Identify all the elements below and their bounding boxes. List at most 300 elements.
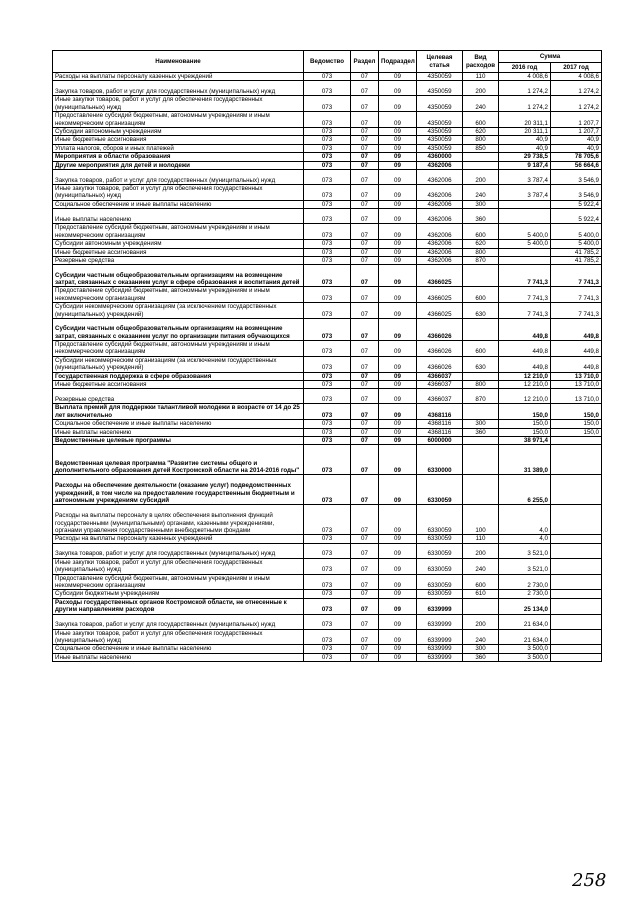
cell-y2017: 5 922,4 <box>551 209 602 224</box>
cell-name: Мероприятия в области образования <box>53 153 304 161</box>
table-row <box>53 265 602 287</box>
cell-y2016: 7 741,3 <box>499 287 551 303</box>
cell-kind: 110 <box>463 535 499 543</box>
cell-y2017: 40,9 <box>551 136 602 144</box>
cell-dept: 073 <box>304 543 351 558</box>
cell-kind: 620 <box>463 240 499 248</box>
cell-kind <box>463 265 499 287</box>
cell-section: 07 <box>351 505 379 535</box>
cell-section: 07 <box>351 128 379 136</box>
cell-name: Предоставление субсидий бюджетным, автономным учреждениям и иным некоммерческим организациям <box>53 224 304 240</box>
cell-dept: 073 <box>304 209 351 224</box>
table-row <box>53 153 602 161</box>
cell-name: Ведомственная целевая программа "Развитие системы общего и дополнительного образования детей Костромской области на 2014-2016 годы" <box>53 445 304 475</box>
cell-dept: 073 <box>304 73 351 81</box>
cell-target: 6339999 <box>417 653 463 661</box>
cell-dept: 073 <box>304 590 351 598</box>
cell-y2016: 449,8 <box>499 318 551 340</box>
cell-dept: 073 <box>304 161 351 169</box>
cell-kind: 600 <box>463 574 499 590</box>
table-row <box>53 73 602 81</box>
cell-sub: 09 <box>379 614 417 629</box>
cell-name: Социальное обеспечение и иные выплаты населению <box>53 645 304 653</box>
cell-section: 07 <box>351 73 379 81</box>
cell-kind: 800 <box>463 380 499 388</box>
cell-y2017: 78 705,6 <box>551 153 602 161</box>
cell-target: 6330059 <box>417 505 463 535</box>
cell-dept: 073 <box>304 380 351 388</box>
cell-sub: 09 <box>379 153 417 161</box>
cell-dept: 073 <box>304 629 351 645</box>
cell-y2016: 1 274,2 <box>499 81 551 96</box>
cell-y2017: 56 664,6 <box>551 161 602 169</box>
cell-y2016: 150,0 <box>499 404 551 420</box>
cell-y2016: 449,8 <box>499 340 551 356</box>
cell-dept: 073 <box>304 598 351 614</box>
cell-kind <box>463 318 499 340</box>
cell-kind: 630 <box>463 303 499 319</box>
cell-y2017: 7 741,3 <box>551 265 602 287</box>
cell-kind: 870 <box>463 256 499 264</box>
cell-y2016: 5 400,0 <box>499 240 551 248</box>
cell-target: 4350059 <box>417 128 463 136</box>
budget-table <box>52 50 602 662</box>
cell-target: 4366025 <box>417 265 463 287</box>
cell-y2017 <box>551 445 602 475</box>
cell-dept: 073 <box>304 112 351 128</box>
cell-section: 07 <box>351 136 379 144</box>
table-row <box>53 318 602 340</box>
cell-kind: 200 <box>463 543 499 558</box>
cell-y2017: 449,8 <box>551 356 602 372</box>
cell-y2016: 29 738,5 <box>499 153 551 161</box>
cell-section: 07 <box>351 81 379 96</box>
table-row <box>53 200 602 208</box>
cell-y2016: 2 730,0 <box>499 590 551 598</box>
cell-section: 07 <box>351 185 379 201</box>
cell-y2016: 7 741,3 <box>499 303 551 319</box>
cell-kind: 800 <box>463 248 499 256</box>
cell-y2017: 41 785,2 <box>551 248 602 256</box>
cell-y2016: 3 787,4 <box>499 185 551 201</box>
cell-name: Закупка товаров, работ и услуг для государственных (муниципальных) нужд <box>53 614 304 629</box>
table-row <box>53 629 602 645</box>
cell-kind: 200 <box>463 614 499 629</box>
cell-y2017: 7 741,3 <box>551 287 602 303</box>
cell-y2016: 12 210,0 <box>499 389 551 404</box>
cell-sub: 09 <box>379 248 417 256</box>
cell-section: 07 <box>351 475 379 505</box>
cell-kind: 240 <box>463 629 499 645</box>
cell-dept: 073 <box>304 428 351 436</box>
cell-sub: 09 <box>379 81 417 96</box>
cell-target: 6330059 <box>417 535 463 543</box>
cell-y2017 <box>551 558 602 574</box>
cell-y2016 <box>499 200 551 208</box>
cell-kind: 600 <box>463 224 499 240</box>
cell-section: 07 <box>351 389 379 404</box>
cell-sub: 09 <box>379 535 417 543</box>
cell-name: Уплата налогов, сборов и иных платежей <box>53 144 304 152</box>
cell-dept: 073 <box>304 248 351 256</box>
cell-section: 07 <box>351 224 379 240</box>
cell-name: Другие мероприятия для детей и молодежи <box>53 161 304 169</box>
cell-target: 6330059 <box>417 558 463 574</box>
cell-name: Государственная поддержка в сфере образования <box>53 372 304 380</box>
cell-y2017 <box>551 543 602 558</box>
cell-sub: 09 <box>379 645 417 653</box>
cell-name: Расходы на выплаты персоналу в целях обеспечения выполнения функций государственными (муниципальными) органами, казенными учреждениями, органами управления государственными внебюджетными фондами <box>53 505 304 535</box>
cell-section: 07 <box>351 558 379 574</box>
cell-target: 4368116 <box>417 428 463 436</box>
cell-name: Расходы на обеспечение деятельности (оказание услуг) подведомственных учреждений, в том числе на предоставление государственным бюджетным и автономным учреждениям субсидий <box>53 475 304 505</box>
cell-dept: 073 <box>304 265 351 287</box>
cell-kind: 360 <box>463 653 499 661</box>
cell-sub: 09 <box>379 185 417 201</box>
cell-y2017: 5 400,0 <box>551 240 602 248</box>
cell-kind <box>463 437 499 445</box>
table-row <box>53 558 602 574</box>
cell-kind: 870 <box>463 389 499 404</box>
table-row <box>53 505 602 535</box>
cell-y2017: 3 546,9 <box>551 185 602 201</box>
cell-y2017: 4 008,6 <box>551 73 602 81</box>
table-row <box>53 256 602 264</box>
cell-dept: 073 <box>304 144 351 152</box>
cell-sub: 09 <box>379 170 417 185</box>
cell-target: 4362006 <box>417 185 463 201</box>
cell-name: Субсидии некоммерческим организациям (за исключением государственных (муниципальных) учреждений) <box>53 303 304 319</box>
cell-section: 07 <box>351 240 379 248</box>
cell-dept: 073 <box>304 240 351 248</box>
table-row <box>53 590 602 598</box>
cell-dept: 073 <box>304 356 351 372</box>
cell-name: Субсидии частным общеобразовательным организациям на возмещение затрат, связанных с оказанием услуг по организации питания обучающихся <box>53 318 304 340</box>
cell-sub: 09 <box>379 209 417 224</box>
cell-section: 07 <box>351 404 379 420</box>
cell-y2017: 1 274,2 <box>551 81 602 96</box>
cell-target: 6330000 <box>417 445 463 475</box>
cell-target: 4362006 <box>417 200 463 208</box>
cell-section: 07 <box>351 303 379 319</box>
cell-y2017: 150,0 <box>551 428 602 436</box>
table-row <box>53 96 602 112</box>
table-header <box>53 51 602 73</box>
cell-target: 6339999 <box>417 629 463 645</box>
cell-y2016: 21 634,0 <box>499 614 551 629</box>
cell-dept: 073 <box>304 256 351 264</box>
cell-dept: 073 <box>304 372 351 380</box>
cell-dept: 073 <box>304 558 351 574</box>
cell-section: 07 <box>351 209 379 224</box>
cell-target: 4366037 <box>417 389 463 404</box>
table-row <box>53 372 602 380</box>
cell-y2017: 1 207,7 <box>551 128 602 136</box>
table-row <box>53 136 602 144</box>
cell-y2017 <box>551 437 602 445</box>
cell-dept: 073 <box>304 535 351 543</box>
cell-target: 4362006 <box>417 224 463 240</box>
cell-section: 07 <box>351 153 379 161</box>
cell-sub: 09 <box>379 629 417 645</box>
table-row <box>53 598 602 614</box>
cell-target: 4350059 <box>417 96 463 112</box>
cell-name: Иные закупки товаров, работ и услуг для обеспечения государственных (муниципальных) нужд <box>53 185 304 201</box>
cell-y2016: 3 521,0 <box>499 543 551 558</box>
cell-dept: 073 <box>304 505 351 535</box>
cell-section: 07 <box>351 340 379 356</box>
cell-sub: 09 <box>379 200 417 208</box>
cell-name: Субсидии частным общеобразовательным организациям на возмещение затрат, связанных с оказанием услуг в сфере образования и воспитания детей <box>53 265 304 287</box>
cell-y2017: 13 710,0 <box>551 372 602 380</box>
cell-kind <box>463 598 499 614</box>
cell-dept: 073 <box>304 128 351 136</box>
cell-name: Иные выплаты населению <box>53 209 304 224</box>
cell-dept: 073 <box>304 437 351 445</box>
cell-section: 07 <box>351 356 379 372</box>
table-row <box>53 535 602 543</box>
cell-sub: 09 <box>379 224 417 240</box>
cell-target: 4362006 <box>417 170 463 185</box>
cell-dept: 073 <box>304 404 351 420</box>
header-2017: 2017 год <box>551 63 602 73</box>
cell-target: 4368116 <box>417 420 463 428</box>
cell-dept: 073 <box>304 475 351 505</box>
cell-name: Иные бюджетные ассигнования <box>53 380 304 388</box>
cell-sub: 09 <box>379 144 417 152</box>
cell-dept: 073 <box>304 96 351 112</box>
cell-target: 4350059 <box>417 112 463 128</box>
cell-section: 07 <box>351 144 379 152</box>
cell-target: 4350059 <box>417 136 463 144</box>
cell-sub: 09 <box>379 128 417 136</box>
cell-section: 07 <box>351 535 379 543</box>
table-row <box>53 112 602 128</box>
table-row <box>53 287 602 303</box>
cell-target: 6339999 <box>417 598 463 614</box>
cell-dept: 073 <box>304 318 351 340</box>
cell-y2016 <box>499 248 551 256</box>
cell-target: 4366026 <box>417 318 463 340</box>
cell-kind: 620 <box>463 128 499 136</box>
cell-kind <box>463 475 499 505</box>
cell-y2017 <box>551 505 602 535</box>
table-row <box>53 209 602 224</box>
cell-y2017: 449,8 <box>551 340 602 356</box>
cell-y2017 <box>551 475 602 505</box>
header-target: Целевая статья <box>417 51 463 73</box>
table-row <box>53 303 602 319</box>
cell-y2017 <box>551 629 602 645</box>
cell-kind: 300 <box>463 420 499 428</box>
cell-kind: 630 <box>463 356 499 372</box>
cell-y2017: 1 274,2 <box>551 96 602 112</box>
cell-y2017: 3 546,9 <box>551 170 602 185</box>
cell-y2016: 3 521,0 <box>499 558 551 574</box>
cell-section: 07 <box>351 372 379 380</box>
table-row <box>53 356 602 372</box>
cell-name: Предоставление субсидий бюджетным, автономным учреждениям и иным некоммерческим организациям <box>53 112 304 128</box>
cell-y2017: 13 710,0 <box>551 380 602 388</box>
cell-name: Субсидии бюджетным учреждениям <box>53 590 304 598</box>
cell-y2016: 2 730,0 <box>499 574 551 590</box>
cell-sub: 09 <box>379 340 417 356</box>
cell-target: 4350059 <box>417 81 463 96</box>
cell-target: 6339999 <box>417 645 463 653</box>
cell-sub: 09 <box>379 389 417 404</box>
table-row <box>53 653 602 661</box>
cell-sub: 09 <box>379 420 417 428</box>
cell-kind: 600 <box>463 340 499 356</box>
cell-target: 4350059 <box>417 144 463 152</box>
cell-sub: 09 <box>379 543 417 558</box>
cell-sub: 09 <box>379 590 417 598</box>
cell-y2016: 21 634,0 <box>499 629 551 645</box>
cell-section: 07 <box>351 428 379 436</box>
cell-section: 07 <box>351 161 379 169</box>
cell-sub: 09 <box>379 265 417 287</box>
table-row <box>53 645 602 653</box>
page-number: 258 <box>572 870 607 891</box>
cell-kind: 300 <box>463 200 499 208</box>
cell-section: 07 <box>351 645 379 653</box>
cell-name: Предоставление субсидий бюджетным, автономным учреждениям и иным некоммерческим организациям <box>53 287 304 303</box>
cell-y2016: 449,8 <box>499 356 551 372</box>
cell-section: 07 <box>351 96 379 112</box>
cell-sub: 09 <box>379 404 417 420</box>
cell-target: 4350059 <box>417 73 463 81</box>
cell-kind: 200 <box>463 81 499 96</box>
cell-section: 07 <box>351 256 379 264</box>
cell-name: Иные закупки товаров, работ и услуг для обеспечения государственных (муниципальных) нужд <box>53 558 304 574</box>
cell-target: 4366037 <box>417 380 463 388</box>
cell-name: Предоставление субсидий бюджетным, автономным учреждениям и иным некоммерческим организациям <box>53 574 304 590</box>
cell-sub: 09 <box>379 445 417 475</box>
table-row <box>53 144 602 152</box>
cell-dept: 073 <box>304 224 351 240</box>
cell-name: Закупка товаров, работ и услуг для государственных (муниципальных) нужд <box>53 81 304 96</box>
cell-kind: 800 <box>463 136 499 144</box>
cell-y2016: 31 389,0 <box>499 445 551 475</box>
cell-target: 6339999 <box>417 614 463 629</box>
table-row <box>53 574 602 590</box>
cell-y2017: 41 785,2 <box>551 256 602 264</box>
cell-y2016: 3 500,0 <box>499 645 551 653</box>
cell-dept: 073 <box>304 614 351 629</box>
cell-target: 6330059 <box>417 590 463 598</box>
cell-sub: 09 <box>379 558 417 574</box>
cell-section: 07 <box>351 598 379 614</box>
table-row <box>53 445 602 475</box>
cell-y2017: 1 207,7 <box>551 112 602 128</box>
cell-sub: 09 <box>379 372 417 380</box>
cell-name: Закупка товаров, работ и услуг для государственных (муниципальных) нужд <box>53 170 304 185</box>
cell-name: Социальное обеспечение и иные выплаты населению <box>53 200 304 208</box>
cell-name: Субсидии автономным учреждениям <box>53 128 304 136</box>
cell-name: Иные бюджетные ассигнования <box>53 248 304 256</box>
cell-y2017 <box>551 535 602 543</box>
cell-y2016: 6 255,0 <box>499 475 551 505</box>
cell-name: Закупка товаров, работ и услуг для государственных (муниципальных) нужд <box>53 543 304 558</box>
cell-sub: 09 <box>379 240 417 248</box>
cell-sub: 09 <box>379 428 417 436</box>
cell-name: Расходы на выплаты персоналу казенных учреждений <box>53 535 304 543</box>
header-section: Раздел <box>351 51 379 73</box>
cell-name: Иные выплаты населению <box>53 653 304 661</box>
cell-sub: 09 <box>379 256 417 264</box>
cell-section: 07 <box>351 420 379 428</box>
cell-y2017 <box>551 645 602 653</box>
cell-section: 07 <box>351 574 379 590</box>
cell-dept: 073 <box>304 445 351 475</box>
table-row <box>53 224 602 240</box>
cell-section: 07 <box>351 629 379 645</box>
cell-sub: 09 <box>379 96 417 112</box>
cell-target: 4366026 <box>417 356 463 372</box>
header-dept: Ведомство <box>304 51 351 73</box>
cell-section: 07 <box>351 590 379 598</box>
cell-kind: 850 <box>463 144 499 152</box>
table-row <box>53 128 602 136</box>
cell-target: 4366025 <box>417 303 463 319</box>
cell-sub: 09 <box>379 653 417 661</box>
cell-sub: 09 <box>379 437 417 445</box>
cell-dept: 073 <box>304 645 351 653</box>
cell-target: 4362006 <box>417 161 463 169</box>
table-row <box>53 428 602 436</box>
header-name: Наименование <box>53 51 304 73</box>
cell-sub: 09 <box>379 380 417 388</box>
cell-y2016: 9 187,4 <box>499 161 551 169</box>
cell-dept: 073 <box>304 170 351 185</box>
cell-target: 4362006 <box>417 240 463 248</box>
table-row <box>53 240 602 248</box>
cell-target: 4362006 <box>417 248 463 256</box>
table-row <box>53 437 602 445</box>
cell-kind: 240 <box>463 96 499 112</box>
cell-y2016: 40,9 <box>499 144 551 152</box>
cell-target: 4368116 <box>417 404 463 420</box>
cell-kind <box>463 372 499 380</box>
cell-section: 07 <box>351 265 379 287</box>
cell-sub: 09 <box>379 136 417 144</box>
cell-target: 4360000 <box>417 153 463 161</box>
cell-dept: 073 <box>304 303 351 319</box>
cell-target: 6330059 <box>417 475 463 505</box>
cell-name: Резервные средства <box>53 256 304 264</box>
cell-target: 4362006 <box>417 209 463 224</box>
table-row <box>53 420 602 428</box>
cell-y2017: 13 710,0 <box>551 389 602 404</box>
cell-sub: 09 <box>379 356 417 372</box>
table-row <box>53 543 602 558</box>
cell-dept: 073 <box>304 153 351 161</box>
cell-name: Резервные средства <box>53 389 304 404</box>
cell-y2016: 4 008,6 <box>499 73 551 81</box>
cell-kind: 360 <box>463 209 499 224</box>
cell-sub: 09 <box>379 303 417 319</box>
cell-target: 4366037 <box>417 372 463 380</box>
cell-sub: 09 <box>379 574 417 590</box>
table-row <box>53 185 602 201</box>
cell-sub: 09 <box>379 112 417 128</box>
cell-name: Социальное обеспечение и иные выплаты населению <box>53 420 304 428</box>
cell-y2017 <box>551 614 602 629</box>
cell-y2016: 1 274,2 <box>499 96 551 112</box>
cell-section: 07 <box>351 287 379 303</box>
cell-dept: 073 <box>304 185 351 201</box>
cell-kind: 240 <box>463 558 499 574</box>
